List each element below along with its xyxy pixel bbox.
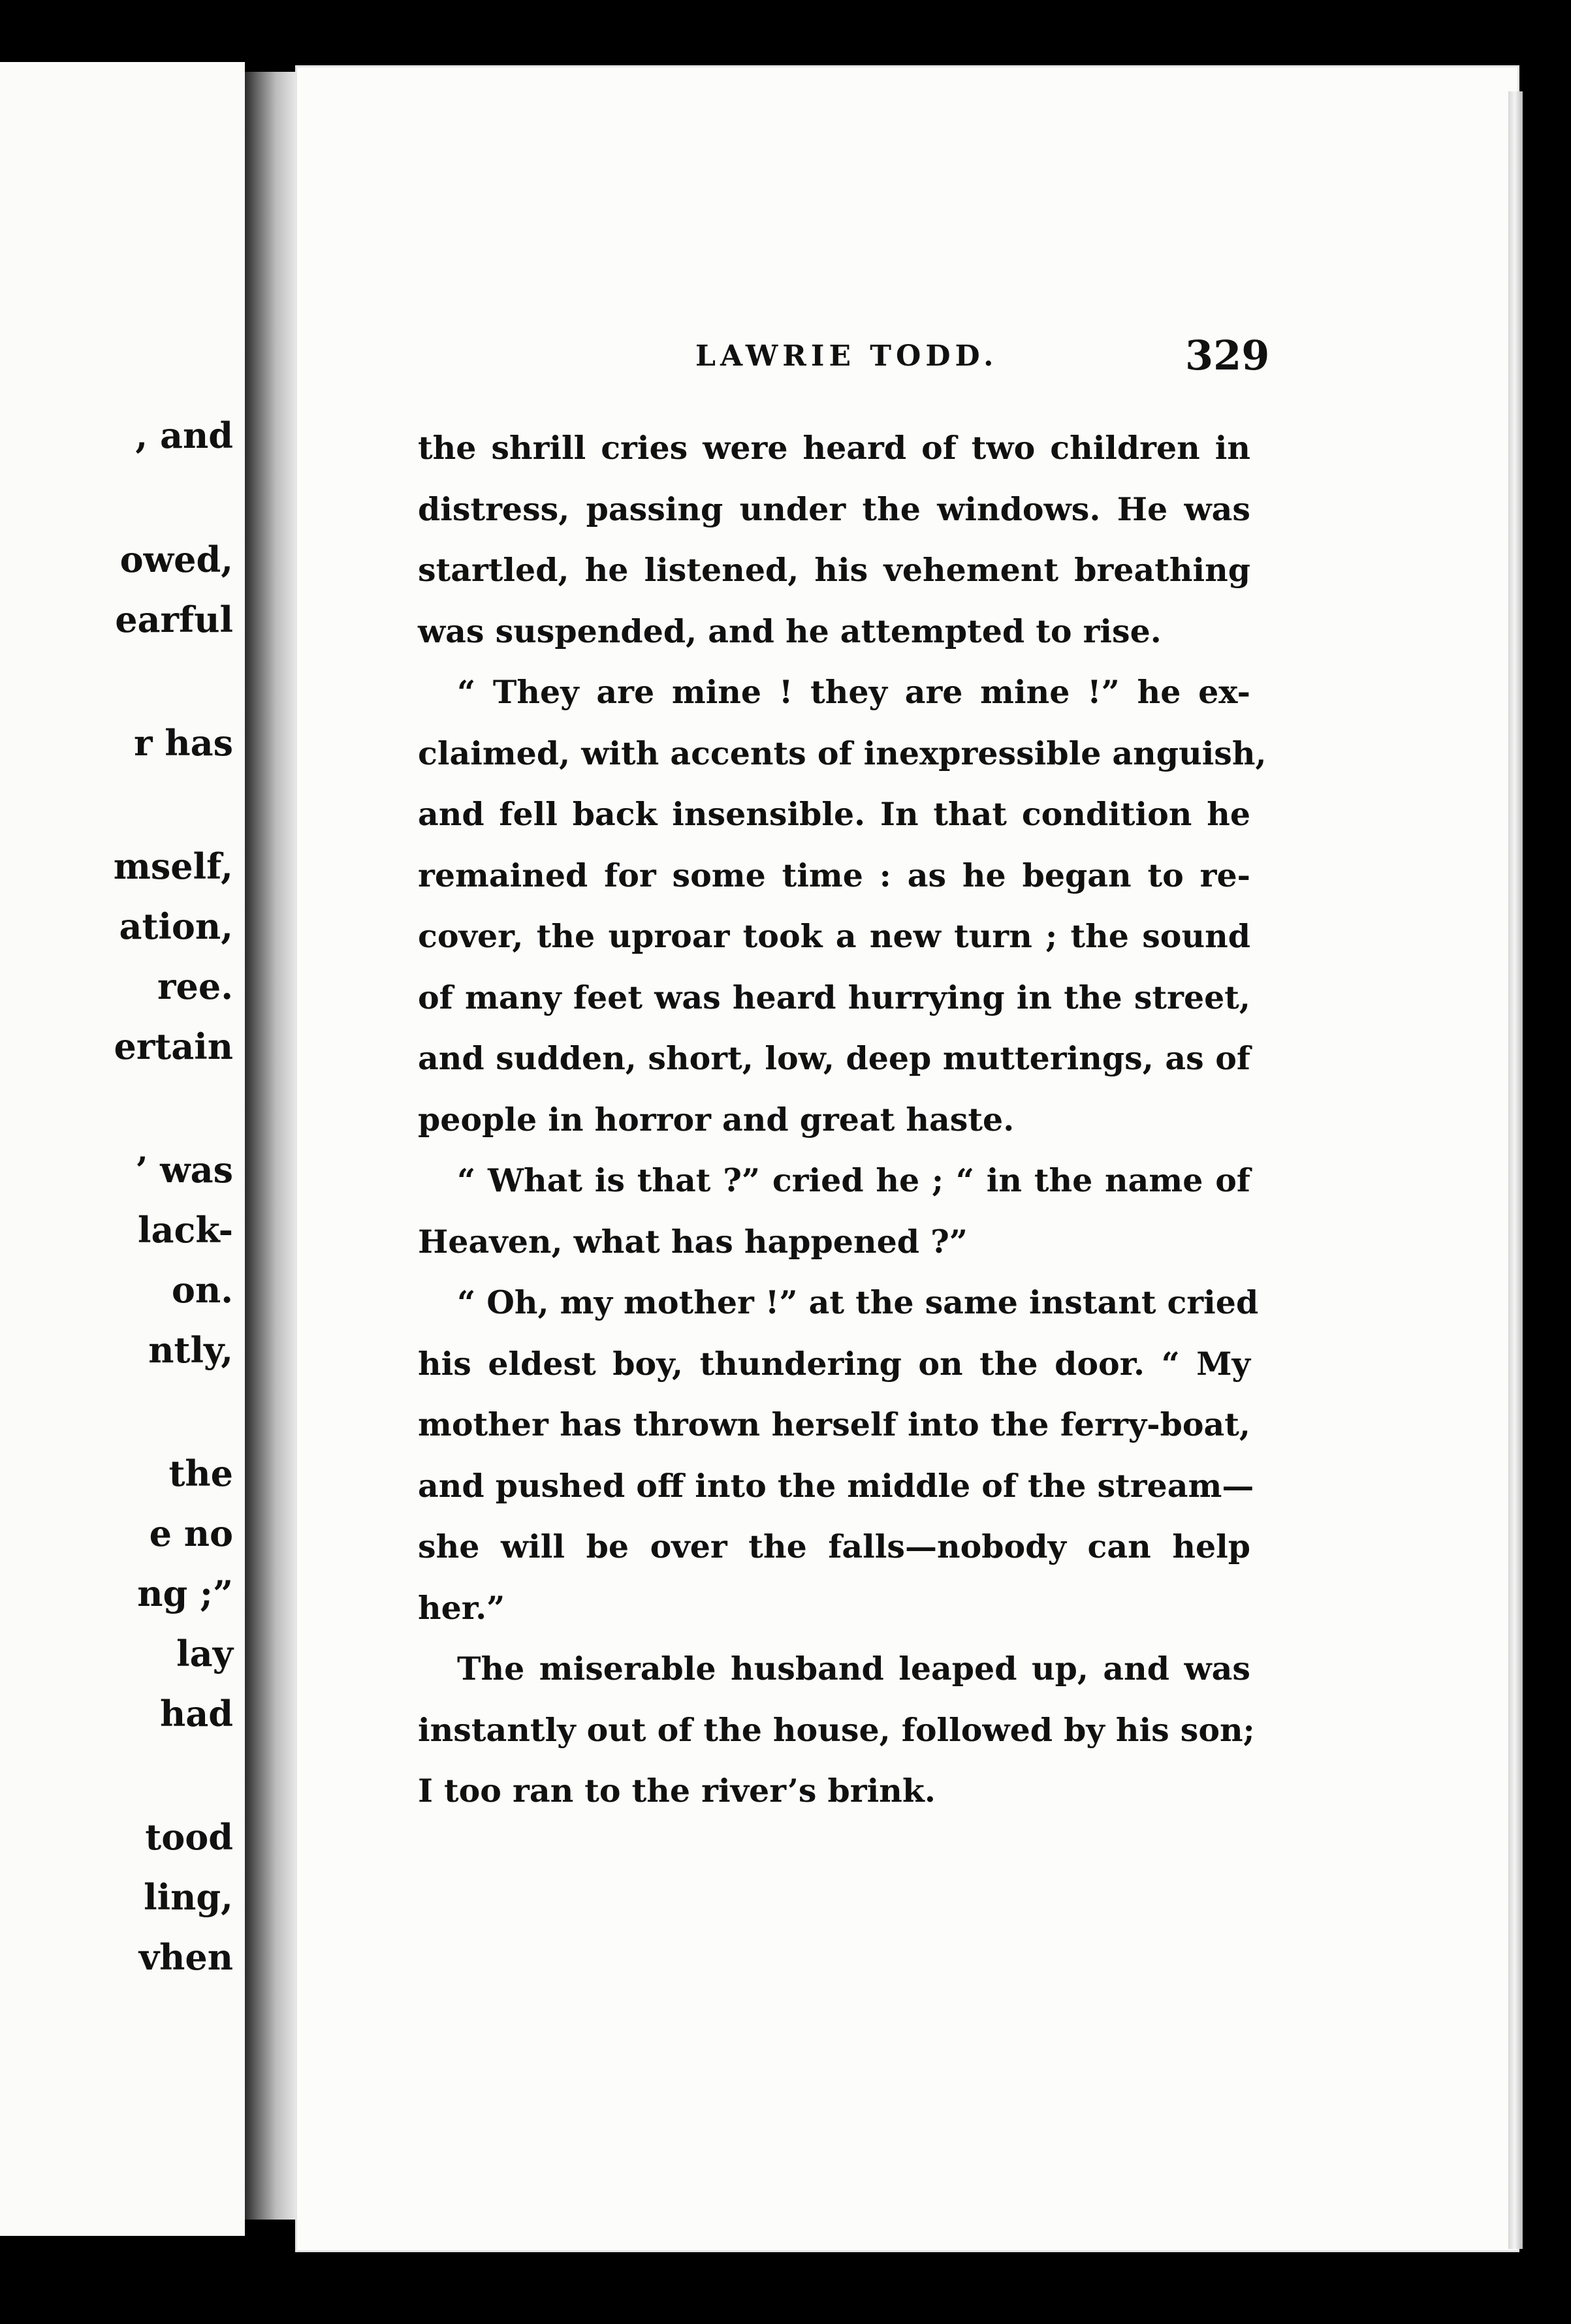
left-page-line: had bbox=[159, 1693, 233, 1735]
text-line: “ They are mine ! they are mine !” he ex- bbox=[457, 673, 1250, 711]
left-page-line: ling, bbox=[144, 1876, 233, 1918]
text-line: and sudden, short, low, deep mutterings, as of bbox=[418, 1039, 1250, 1077]
left-page-line: earful bbox=[115, 599, 233, 640]
text-line: claimed, with accents of inexpressible anguish, bbox=[418, 734, 1267, 772]
page-number: 329 bbox=[1185, 332, 1270, 379]
left-page-line: ation, bbox=[119, 905, 233, 947]
text-line: and pushed off into the middle of the stream— bbox=[418, 1466, 1254, 1505]
text-line: remained for some time : as he began to re- bbox=[418, 856, 1250, 894]
left-page-line: the bbox=[168, 1452, 233, 1494]
left-page-line: r has bbox=[134, 722, 233, 764]
left-page-line: , and bbox=[135, 415, 233, 456]
running-title: LAWRIE TODD. bbox=[695, 339, 998, 373]
text-line: people in horror and great haste. bbox=[418, 1100, 1015, 1138]
left-page-line: tood bbox=[145, 1816, 233, 1858]
text-line: was suspended, and he attempted to rise. bbox=[418, 612, 1162, 650]
text-line: Heaven, what has happened ?” bbox=[418, 1222, 968, 1261]
left-page-line: e no bbox=[149, 1513, 233, 1554]
text-line: cover, the uproar took a new turn ; the sound bbox=[418, 917, 1250, 955]
text-line: mother has thrown herself into the ferry-boat, bbox=[418, 1405, 1250, 1443]
left-page-line: lay bbox=[176, 1633, 233, 1674]
text-line: and fell back insensible. In that condition he bbox=[418, 795, 1250, 833]
left-page-line: ng ;” bbox=[137, 1573, 233, 1614]
page-edge-shadow bbox=[1508, 91, 1523, 2249]
text-line: instantly out of the house, followed by his son; bbox=[418, 1710, 1255, 1749]
left-page-line: ’ was bbox=[135, 1149, 233, 1191]
left-page-line: owed, bbox=[119, 539, 233, 580]
text-line: of many feet was heard hurrying in the street, bbox=[418, 978, 1250, 1016]
left-page-line: ree. bbox=[157, 966, 233, 1007]
previous-page-fragment bbox=[0, 62, 245, 2236]
text-line: his eldest boy, thundering on the door. “ My bbox=[418, 1344, 1250, 1383]
text-line: the shrill cries were heard of two children in bbox=[418, 429, 1250, 467]
text-line: “ What is that ?” cried he ; “ in the name of bbox=[457, 1161, 1250, 1199]
left-page-line: vhen bbox=[138, 1936, 233, 1978]
left-page-line: lack- bbox=[137, 1209, 233, 1251]
left-page-line: mself, bbox=[113, 845, 233, 887]
text-line: The miserable husband leaped up, and was bbox=[457, 1650, 1250, 1688]
text-line: I too ran to the river’s brink. bbox=[418, 1772, 936, 1810]
text-line: she will be over the falls—nobody can help bbox=[418, 1528, 1250, 1565]
book-gutter-shadow bbox=[245, 72, 297, 2220]
left-page-line: ntly, bbox=[148, 1329, 233, 1371]
left-page-line: on. bbox=[171, 1269, 233, 1311]
left-page-line: ertain bbox=[114, 1026, 233, 1067]
text-line: “ Oh, my mother !” at the same instant cried bbox=[457, 1283, 1259, 1321]
text-line: distress, passing under the windows. He was bbox=[418, 490, 1250, 528]
page-body-text bbox=[418, 418, 1267, 1822]
text-line: her.” bbox=[418, 1588, 505, 1627]
text-line: startled, he listened, his vehement breathing bbox=[418, 551, 1250, 589]
